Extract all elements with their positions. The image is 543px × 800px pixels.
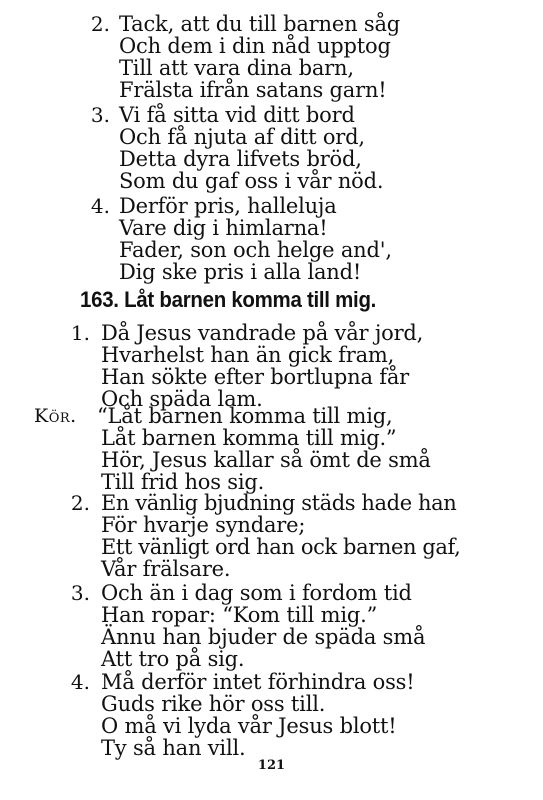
verse-line: Vi få sitta vid ditt bord <box>119 103 355 127</box>
verse-line: Detta dyra lifvets bröd, <box>119 147 362 171</box>
verse-number: 1. <box>70 321 90 345</box>
chorus-line: Till frid hos sig. <box>101 470 265 494</box>
verse-line: Han sökte efter bortlupna får <box>101 365 410 389</box>
verse-line: Ännu han bjuder de späda små <box>101 625 426 649</box>
verse-line: Fader, son och helge and', <box>119 238 392 262</box>
verse-line: Och dem i din nåd upptog <box>119 34 391 58</box>
verse-number: 2. <box>70 491 90 515</box>
verse-line: Och få njuta af ditt ord, <box>119 125 365 149</box>
verse-line: Vare dig i himlarna! <box>119 216 328 240</box>
verse-line: Vår frälsare. <box>101 557 231 581</box>
verse-number: 2. <box>90 12 110 36</box>
verse-line: Ett vänligt ord han ock barnen gaf, <box>101 535 461 559</box>
verse-line: Då Jesus vandrade på vår jord, <box>101 321 424 345</box>
verse-line: Hvarhelst han än gick fram, <box>101 343 395 367</box>
verse-line: Dig ske pris i alla land! <box>119 260 362 284</box>
verse-line: En vänlig bjudning städs hade han <box>101 491 457 515</box>
verse-number: 4. <box>90 194 110 218</box>
verse-line: Ty så han vill. <box>101 736 246 760</box>
verse-line: Tack, att du till barnen såg <box>119 12 401 36</box>
verse-line: O må vi lyda vår Jesus blott! <box>101 714 397 738</box>
verse-line: För hvarje syndare; <box>101 513 306 537</box>
verse-line: Till att vara dina barn, <box>119 56 354 80</box>
page-number: 121 <box>257 758 286 773</box>
verse-line: Som du gaf oss i vår nöd. <box>119 169 384 193</box>
verse-line: Och späda lam. <box>101 387 263 411</box>
verse-line: Han ropar: “Kom till mig.” <box>101 603 378 627</box>
hymn-title: 163. Låt barnen komma till mig. <box>80 287 377 312</box>
verse-line: Må derför intet förhindra oss! <box>101 670 415 694</box>
chorus-label: Kör. <box>34 405 77 427</box>
verse-number: 4. <box>70 670 90 694</box>
verse-line: Och än i dag som i fordom tid <box>101 581 412 605</box>
chorus-line: Hör, Jesus kallar så ömt de små <box>101 448 431 472</box>
chorus-line: Låt barnen komma till mig.” <box>101 426 397 450</box>
verse-line: Att tro på sig. <box>101 647 245 671</box>
verse-line: Frälsta ifrån satans garn! <box>119 78 387 102</box>
verse-number: 3. <box>70 581 90 605</box>
chorus-line: “Låt barnen komma till mig, <box>97 404 393 428</box>
verse-line: Guds rike hör oss till. <box>101 692 326 716</box>
verse-line: Derför pris, halleluja <box>119 194 337 218</box>
verse-number: 3. <box>90 103 110 127</box>
